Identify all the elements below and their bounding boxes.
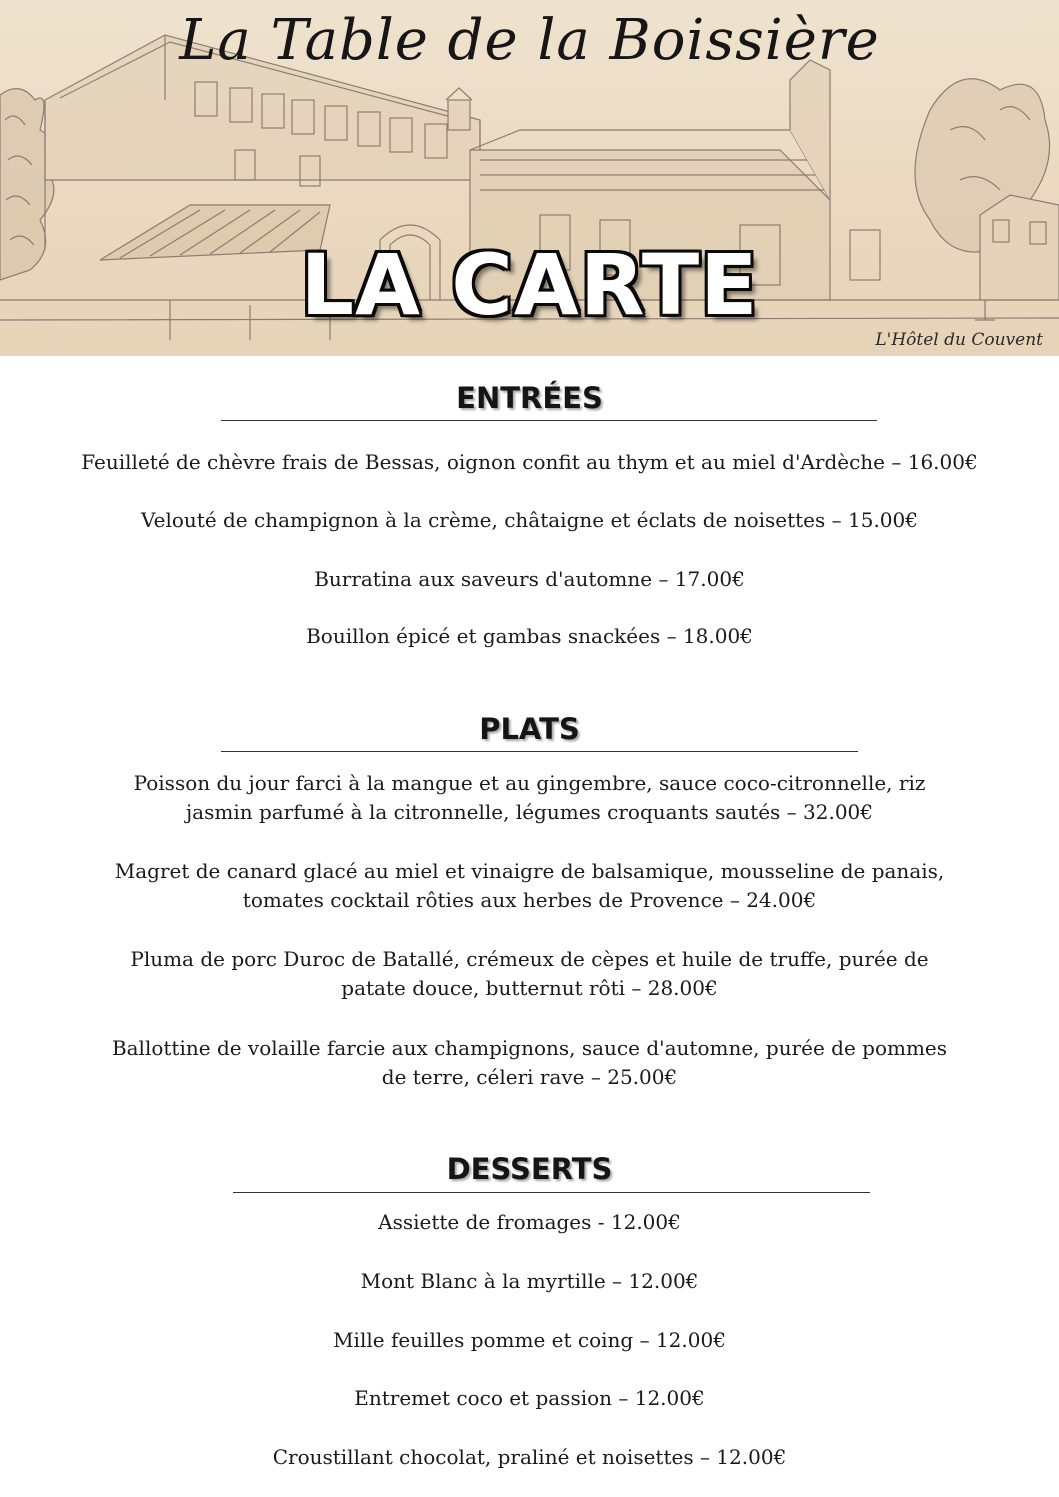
menu-item: Burratina aux saveurs d'automne – 17.00€ <box>314 567 745 591</box>
menu-item-line: jasmin parfumé à la citronnelle, légumes croquants sautés – 32.00€ <box>185 800 874 824</box>
menu-item-line: patate douce, butternut rôti – 28.00€ <box>341 976 718 1000</box>
hotel-caption: L'Hôtel du Couvent <box>875 330 1043 350</box>
section-divider <box>221 420 877 421</box>
header-banner <box>0 0 1059 356</box>
menu-item: Bouillon épicé et gambas snackées – 18.00€ <box>306 624 753 648</box>
section-divider <box>233 1192 870 1193</box>
menu-item-line: Pluma de porc Duroc de Batallé, crémeux de cèpes et huile de truffe, purée de <box>130 947 929 971</box>
menu-item: Croustillant chocolat, praliné et noisettes – 12.00€ <box>272 1445 787 1469</box>
carte-title: LA CARTE <box>300 236 759 334</box>
menu-item <box>40 769 1019 827</box>
menu-item: Entremet coco et passion – 12.00€ <box>354 1386 705 1410</box>
menu-item-line: tomates cocktail rôties aux herbes de Provence – 24.00€ <box>242 888 817 912</box>
menu-item: Mille feuilles pomme et coing – 12.00€ <box>333 1328 726 1352</box>
menu-item-line: Poisson du jour farci à la mangue et au gingembre, sauce coco-citronnelle, riz <box>133 771 926 795</box>
menu-item: Velouté de champignon à la crème, châtaigne et éclats de noisettes – 15.00€ <box>141 508 918 532</box>
menu-item-line: de terre, céleri rave – 25.00€ <box>381 1065 678 1089</box>
restaurant-name: La Table de la Boissière <box>179 8 880 73</box>
menu-item-line: Ballottine de volaille farcie aux champignons, sauce d'automne, purée de pommes <box>111 1036 948 1060</box>
section-title-plats: PLATS <box>479 712 580 746</box>
section-divider <box>221 751 858 752</box>
menu-item: Feuilleté de chèvre frais de Bessas, oignon confit au thym et au miel d'Ardèche – 16.00€ <box>81 450 978 474</box>
menu-item <box>40 857 1019 915</box>
section-title-desserts: DESSERTS <box>446 1152 613 1186</box>
menu-item: Assiette de fromages - 12.00€ <box>378 1210 681 1234</box>
menu-item: Mont Blanc à la myrtille – 12.00€ <box>360 1269 699 1293</box>
menu-item <box>40 1034 1019 1092</box>
section-title-entrees: ENTRÉES <box>456 381 603 415</box>
menu-item-line: Magret de canard glacé au miel et vinaigre de balsamique, mousseline de panais, <box>114 859 945 883</box>
menu-item <box>40 945 1019 1003</box>
